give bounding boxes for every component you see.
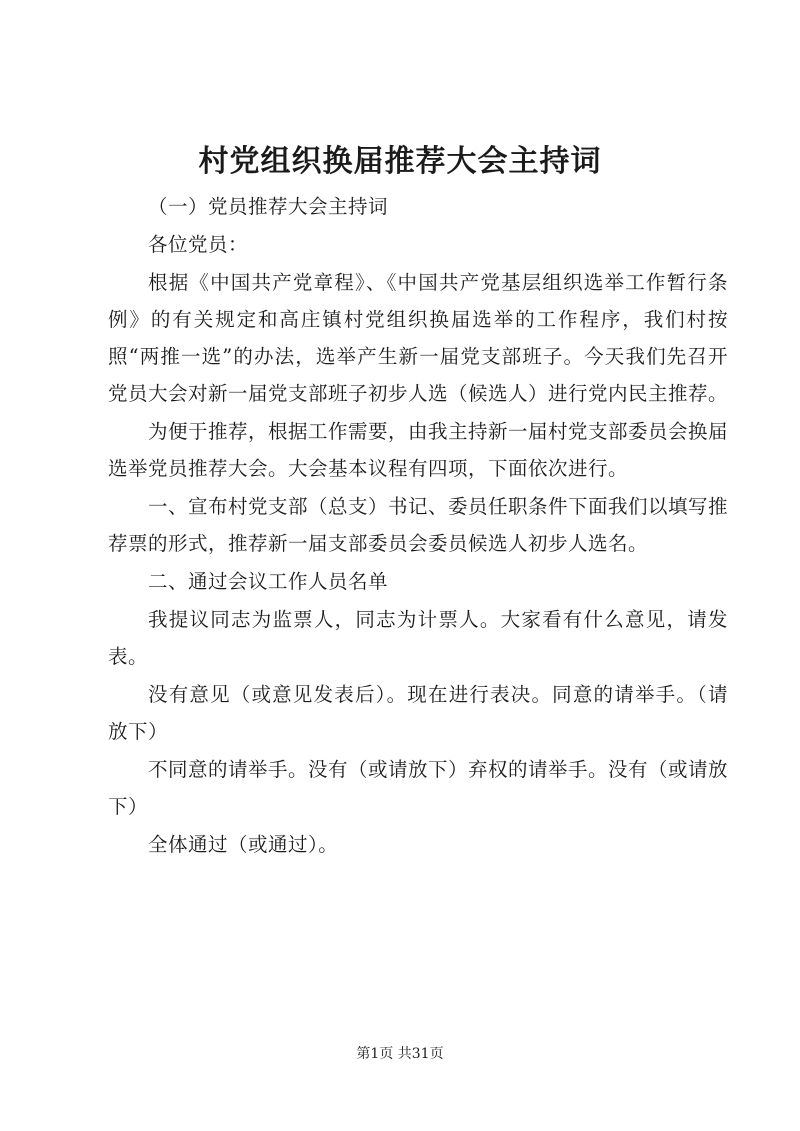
paragraph-item-two: 二、通过会议工作人员名单 (148, 570, 389, 593)
paragraph-proposal: 我提议同志为监票人，同志为计票人。大家看有什么意见，请发表。 (108, 608, 728, 668)
paragraph-intro: 根据《中国共产党章程》、《中国共产党基层组织选举工作暂行条例》的有关规定和高庄镇村党组织换届选举的工作程序，我们村按照“两推一选”的办法，选举产生新一届党支部班子。今天我们先召开党员大会对新一届党支部班子初步人选（候选人）进行党内民主推荐。 (108, 271, 729, 405)
document-body (108, 188, 728, 864)
page-number-footer: 第1页 共31页 (356, 1046, 444, 1062)
salutation: 各位党员： (148, 233, 249, 256)
paragraph-agenda: 为便于推荐，根据工作需要，由我主持新一届村党支部委员会换届选举党员推荐大会。大会基本议程有四项，下面依次进行。 (108, 420, 729, 480)
section-subtitle: （一）党员推荐大会主持词 (148, 195, 389, 218)
paragraph-item-one: 一、宣布村党支部（总支）书记、委员任职条件下面我们以填写推荐票的形式，推荐新一届支部委员会委员候选人初步人选名。 (108, 495, 729, 555)
document-title: 村党组织换届推荐大会主持词 (198, 144, 602, 179)
paragraph-result: 全体通过（或通过）。 (148, 833, 339, 856)
paragraph-vote-disagree: 不同意的请举手。没有（或请放下）弃权的请举手。没有（或请放下） (108, 758, 729, 818)
paragraph-vote-agree: 没有意见（或意见发表后）。现在进行表决。同意的请举手。（请放下） (108, 683, 728, 743)
